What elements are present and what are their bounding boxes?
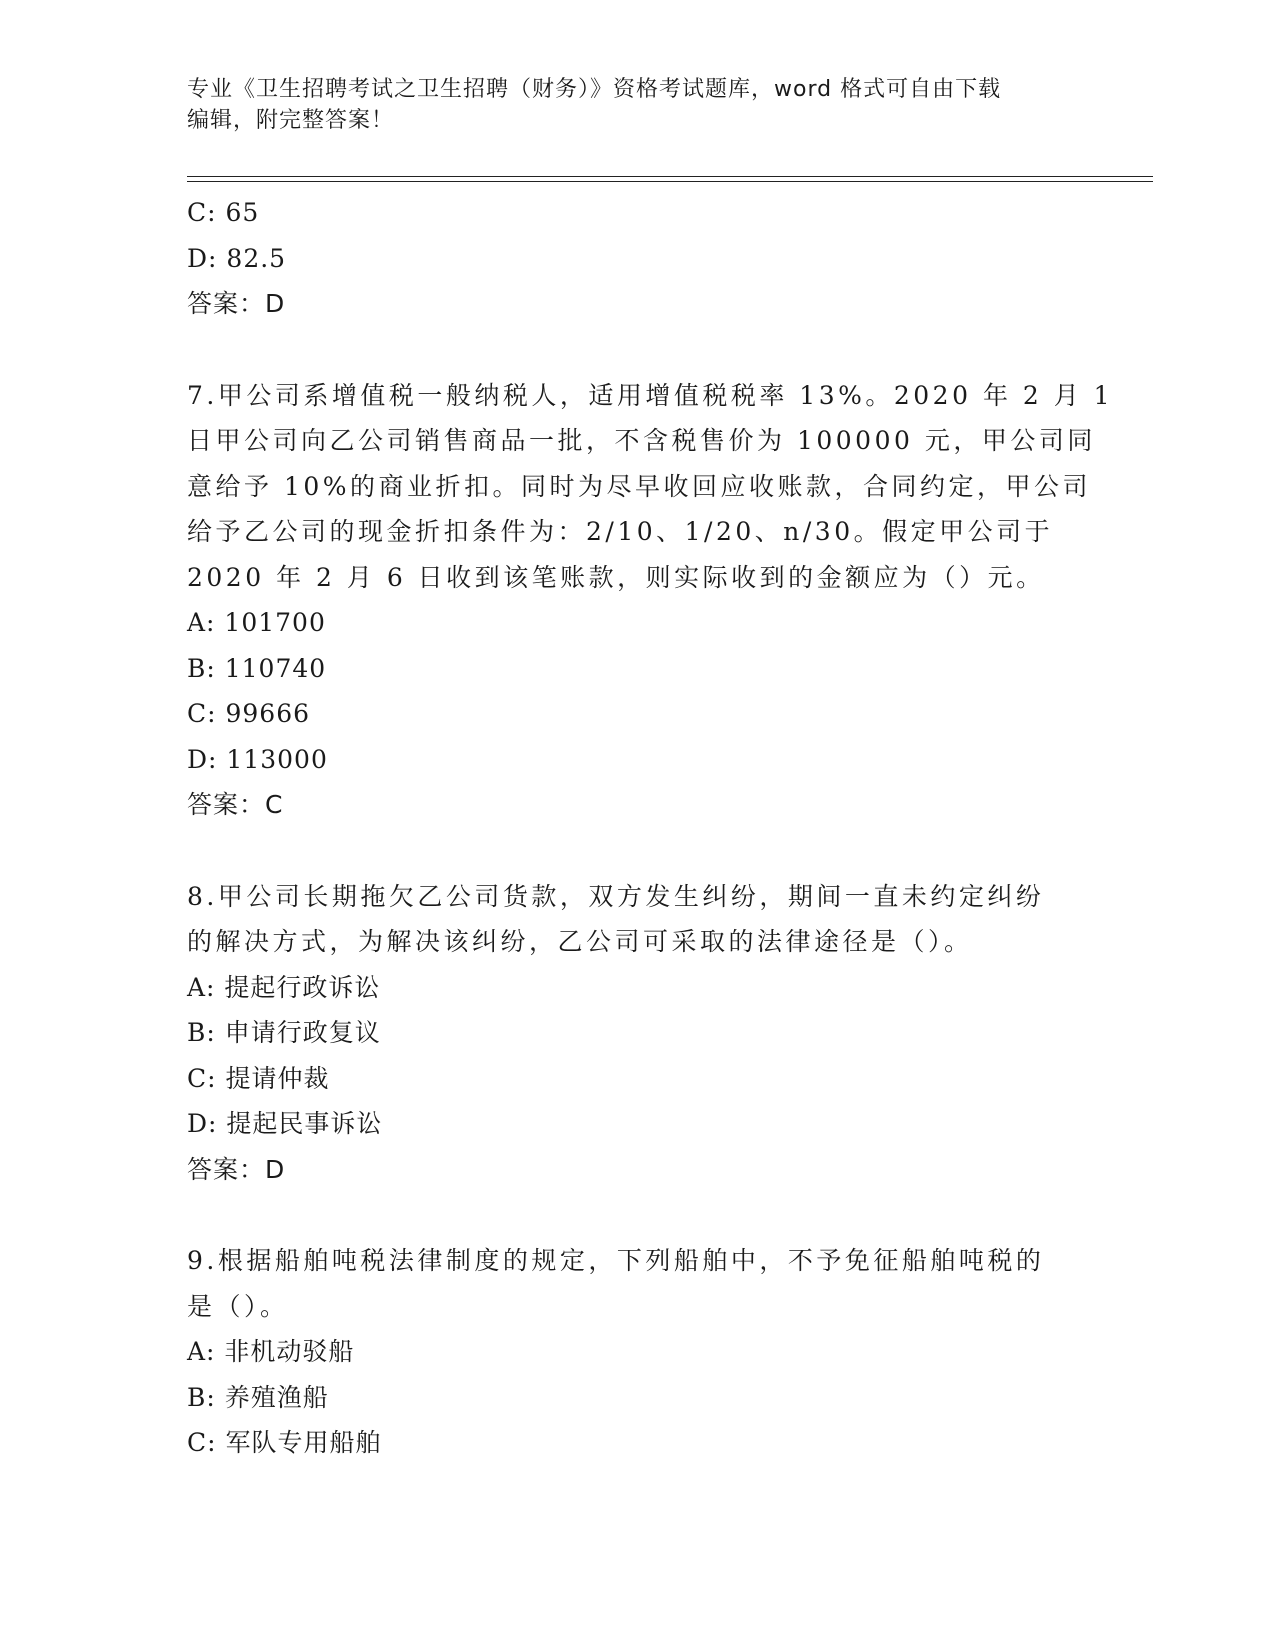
- document-header: [187, 74, 1087, 136]
- answer-line: 答案：D: [187, 289, 286, 318]
- stem-line: 意给予 10%的商业折扣。同时为尽早收回应收账款，合同约定，甲公司: [187, 471, 1092, 501]
- header-divider-bottom: [187, 181, 1153, 182]
- previous-question-tail: [187, 190, 1087, 327]
- stem-line: 7.甲公司系增值税一般纳税人，适用增值税税率 13%。2020 年 2 月 1: [187, 380, 1114, 410]
- option-c: C: 提请仲裁: [187, 1063, 330, 1093]
- header-line-1: 专业《卫生招聘考试之卫生招聘（财务）》资格考试题库，word 格式可自由下载: [187, 77, 1002, 102]
- stem-line: 给予乙公司的现金折扣条件为：2/10、1/20、n/30。假定甲公司于: [187, 517, 1054, 546]
- option-a: A: 非机动驳船: [187, 1337, 355, 1366]
- question-8: [187, 874, 1087, 1193]
- option-a: A: 101700: [187, 608, 326, 637]
- option-b: B: 养殖渔船: [187, 1382, 329, 1412]
- option-a: A: 提起行政诉讼: [187, 972, 381, 1002]
- option-d: D: 82.5: [187, 243, 287, 273]
- option-c: C: 65: [187, 198, 260, 227]
- question-content: [187, 190, 1114, 1466]
- header-divider-top: [187, 176, 1153, 177]
- question-9: [187, 1238, 1087, 1466]
- answer-line: 答案：C: [187, 790, 284, 819]
- question-7: [187, 373, 1114, 828]
- option-c: C: 99666: [187, 699, 311, 728]
- option-c: C: 军队专用船舶: [187, 1428, 382, 1457]
- option-b: B: 申请行政复议: [187, 1018, 381, 1047]
- question-stem: [187, 874, 1072, 965]
- stem-line: 8.甲公司长期拖欠乙公司货款，双方发生纠纷，期间一直未约定纠纷: [187, 881, 1045, 911]
- question-stem: [187, 373, 1114, 601]
- option-b: B: 110740: [187, 653, 327, 683]
- stem-line: 是（）。: [187, 1291, 289, 1321]
- option-d: D: 提起民事诉讼: [187, 1109, 383, 1138]
- header-line-2: 编辑，附完整答案！: [187, 108, 395, 133]
- question-stem: [187, 1238, 1072, 1329]
- stem-line: 9.根据船舶吨税法律制度的规定，下列船舶中，不予免征船舶吨税的: [187, 1246, 1045, 1275]
- stem-line: 日甲公司向乙公司销售商品一批，不含税售价为 100000 元，甲公司同: [187, 426, 1096, 455]
- answer-line: 答案：D: [187, 1154, 286, 1184]
- stem-line: 2020 年 2 月 6 日收到该笔账款，则实际收到的金额应为（）元。: [187, 562, 1045, 592]
- option-d: D: 113000: [187, 744, 328, 774]
- stem-line: 的解决方式，为解决该纠纷，乙公司可采取的法律途径是（）。: [187, 927, 973, 956]
